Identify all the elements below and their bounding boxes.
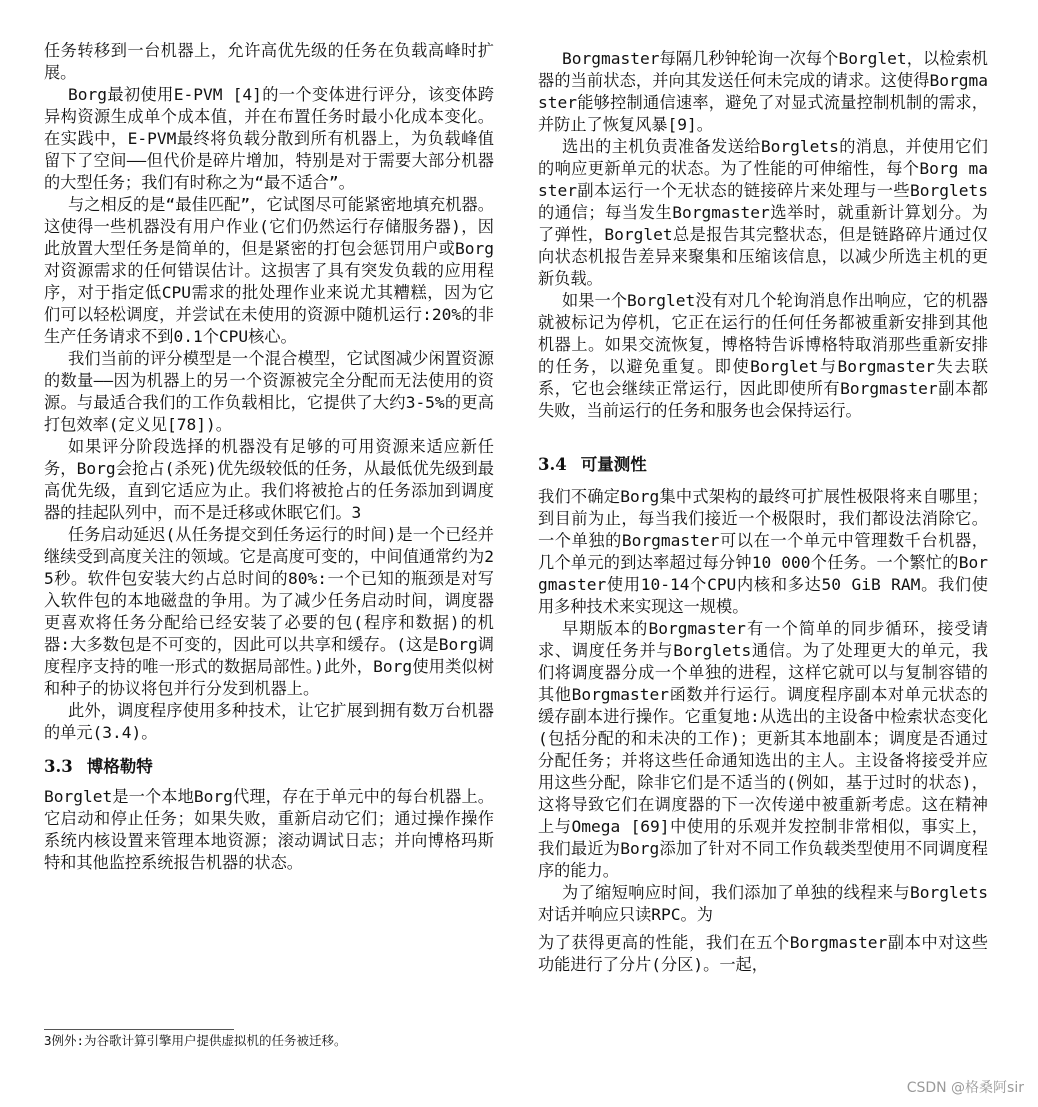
section-number: 3.3 <box>44 757 73 776</box>
section-heading-3-4 <box>538 454 988 476</box>
paragraph: 任务启动延迟(从任务提交到任务运行的时间)是一个已经并继续受到高度关注的领域。它是高度可变的，中间值通常约为25秒。软件包安装大约占总时间的80%:一个已知的瓶颈是对写入软件包的本地磁盘的争用。为了减少任务启动时间，调度器更喜欢将任务分配给已经安装了必要的包(程序和数据)的机器:大多数包是不可变的，因此可以共享和缓存。(这是Borg调度程序支持的唯一形式的数据局部性。)此外，Borg使用类似树和种子的协议将包并行分发到机器上。 <box>44 525 494 698</box>
footnote: 3例外:为谷歌计算引擎用户提供虚拟机的任务被迁移。 <box>44 1033 347 1048</box>
section-title: 可量测性 <box>580 455 647 474</box>
paragraph: 选出的主机负责准备发送给Borglets的消息，并使用它们的响应更新单元的状态。为了性能的可伸缩性，每个Borg master副本运行一个无状态的链接碎片来处理与一些Borglets的通信；每当发生Borgmaster选举时，就重新计算划分。为了弹性，Borglet总是报告其完整状态，但是链路碎片通过仅向状态机报告差异来聚集和压缩该信息，以减少所选主机的更新负载。 <box>538 137 988 288</box>
paragraph: 我们当前的评分模型是一个混合模型，它试图减少闲置资源的数量——因为机器上的另一个资源被完全分配而无法使用的资源。与最适合我们的工作负载相比，它提供了大约3-5%的更高打包效率(定义见[78])。 <box>44 349 494 434</box>
paragraph: 如果评分阶段选择的机器没有足够的可用资源来适应新任务，Borg会抢占(杀死)优先级较低的任务，从最低优先级到最高优先级，直到它适应为止。我们将被抢占的任务添加到调度器的挂起队列中，而不是迁移或休眠它们。3 <box>44 437 494 522</box>
section-heading-3-3 <box>44 756 494 778</box>
paragraph: 如果一个Borglet没有对几个轮询消息作出响应，它的机器就被标记为停机，它正在运行的任何任务都被重新安排到其他机器上。如果交流恢复，博格特告诉博格特取消那些重新安排的任务，以避免重复。即使Borglet与Borgmaster失去联系，它也会继续正常运行，因此即使所有Borgmaster副本都失败，当前运行的任务和服务也会保持运行。 <box>538 291 988 420</box>
paragraph: 为了获得更高的性能，我们在五个Borgmaster副本中对这些功能进行了分片(分区)。一起， <box>538 933 988 974</box>
section-title: 博格勒特 <box>86 757 153 776</box>
paragraph: 我们不确定Borg集中式架构的最终可扩展性极限将来自哪里；到目前为止，每当我们接近一个极限时，我们都设法消除它。一个单独的Borgmaster可以在一个单元中管理数千台机器，几个单元的到达率超过每分钟10 000个任务。一个繁忙的Borgmaster使用10-14个CPU内核和多达50 GiB RAM。我们使用多种技术来实现这一规模。 <box>538 487 988 616</box>
paragraph: Borglet是一个本地Borg代理，存在于单元中的每台机器上。它启动和停止任务；如果失败，重新启动它们；通过操作操作系统内核设置来管理本地资源；滚动调试日志；并向博格玛斯特和其他监控系统报告机器的状态。 <box>44 787 494 872</box>
paragraph: Borg最初使用E-PVM [4]的一个变体进行评分，该变体跨异构资源生成单个成本值，并在布置任务时最小化成本变化。在实践中，E-PVM最终将负载分散到所有机器上，为负载峰值留下了空间——但代价是碎片增加，特别是对于需要大部分机器的大型任务；我们有时称之为“最不适合”。 <box>44 85 494 192</box>
paragraph: 任务转移到一台机器上，允许高优先级的任务在负载高峰时扩展。 <box>44 41 494 82</box>
paragraph: 早期版本的Borgmaster有一个简单的同步循环，接受请求、调度任务并与Borglets通信。为了处理更大的单元，我们将调度器分成一个单独的进程，这样它就可以与复制容错的其他Borgmaster函数并行运行。调度程序副本对单元状态的缓存副本进行操作。它重复地:从选出的主设备中检索状态变化(包括分配的和未决的工作)；更新其本地副本；调度是否通过分配任务；并将这些任命通知选出的主人。主设备将接受并应用这些分配，除非它们是不适当的(例如，基于过时的状态)，这将导致它们在调度器的下一次传递中被重新考虑。这在精神上与Omega [69]中使用的乐观并发控制非常相似，事实上，我们最近为Borg添加了针对不同工作负载类型使用不同调度程序的能力。 <box>538 619 988 880</box>
paragraph: 此外，调度程序使用多种技术，让它扩展到拥有数万台机器的单元(3.4)。 <box>44 701 494 742</box>
section-number: 3.4 <box>538 455 567 474</box>
left-column <box>44 0 494 874</box>
paragraph: 与之相反的是“最佳匹配”，它试图尽可能紧密地填充机器。这使得一些机器没有用户作业(它们仍然运行存储服务器)，因此放置大型任务是简单的，但是紧密的打包会惩罚用户或Borg对资源需求的任何错误估计。这损害了具有突发负载的应用程序，对于指定低CPU需求的批处理作业来说尤其糟糕，因为它们可以轻松调度，并尝试在未使用的资源中随机运行:20%的非生产任务请求不到0.1个CPU核心。 <box>44 195 494 346</box>
paragraph: 为了缩短响应时间，我们添加了单独的线程来与Borglets对话并响应只读RPC。为 <box>538 883 988 924</box>
paragraph: Borgmaster每隔几秒钟轮询一次每个Borglet，以检索机器的当前状态，并向其发送任何未完成的请求。这使得Borgmaster能够控制通信速率，避免了对显式流量控制机制的需求，并防止了恢复风暴[9]。 <box>538 49 988 134</box>
watermark: CSDN @格桑阿sir <box>906 1080 1024 1096</box>
right-column <box>538 0 988 976</box>
footnote-divider <box>44 1029 234 1030</box>
